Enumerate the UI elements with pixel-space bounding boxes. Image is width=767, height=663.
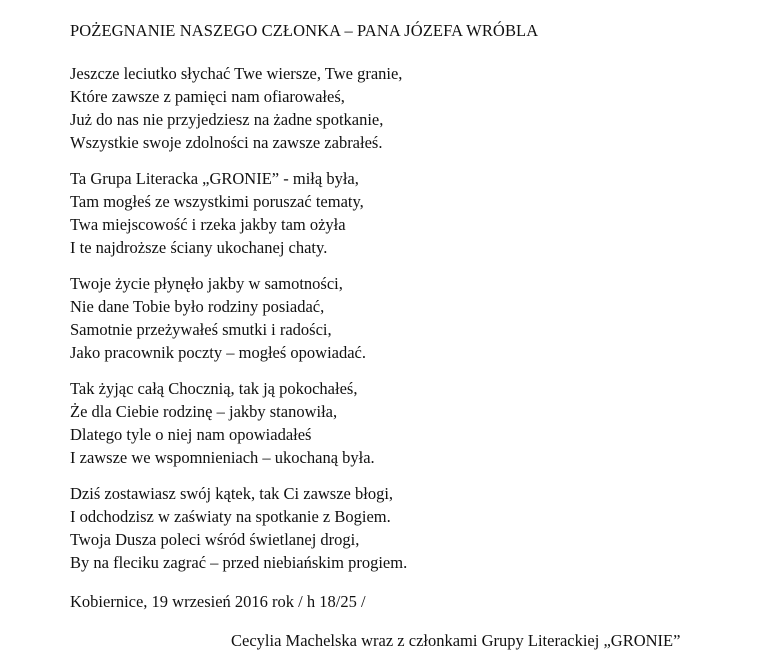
- author-signature: Cecylia Machelska wraz z członkami Grupy Literackiej „GRONIE”: [231, 631, 681, 650]
- verse-line: Już do nas nie przyjedziesz na żadne spotkanie,: [70, 110, 384, 129]
- verse-line: Dziś zostawiasz swój kątek, tak Ci zawsze błogi,: [70, 484, 394, 503]
- stanza-1: [70, 62, 402, 154]
- verse-line: Wszystkie swoje zdolności na zawsze zabrałeś.: [70, 133, 383, 152]
- verse-line: Które zawsze z pamięci nam ofiarowałeś,: [70, 87, 345, 106]
- verse-line: Twoje życie płynęło jakby w samotności,: [70, 274, 343, 293]
- verse-line: Tak żyjąc całą Chocznią, tak ją pokochałeś,: [70, 379, 358, 398]
- verse-line: Samotnie przeżywałeś smutki i radości,: [70, 320, 332, 339]
- verse-line: Jako pracownik poczty – mogłeś opowiadać.: [70, 343, 367, 362]
- verse-line: Że dla Ciebie rodzinę – jakby stanowiła,: [70, 402, 338, 421]
- verse-line: Tam mogłeś ze wszystkimi poruszać tematy,: [70, 192, 364, 211]
- verse-line: I odchodzisz w zaświaty na spotkanie z Bogiem.: [70, 507, 391, 526]
- stanza-3: [70, 272, 366, 364]
- verse-line: I zawsze we wspomnieniach – ukochaną była.: [70, 448, 375, 467]
- stanza-5: [70, 482, 407, 574]
- place-and-date: Kobiernice, 19 wrzesień 2016 rok / h 18/25 /: [70, 592, 366, 611]
- verse-line: Dlatego tyle o niej nam opowiadałeś: [70, 425, 312, 444]
- verse-line: Twoja Dusza poleci wśród świetlanej drogi,: [70, 530, 360, 549]
- stanza-2: [70, 167, 364, 259]
- verse-line: Jeszcze leciutko słychać Twe wiersze, Twe granie,: [70, 64, 403, 83]
- verse-line: Twa miejscowość i rzeka jakby tam ożyła: [70, 215, 346, 234]
- verse-line: I te najdroższe ściany ukochanej chaty.: [70, 238, 328, 257]
- verse-line: By na fleciku zagrać – przed niebiańskim progiem.: [70, 553, 408, 572]
- verse-line: Nie dane Tobie było rodziny posiadać,: [70, 297, 325, 316]
- poem-title: POŻEGNANIE NASZEGO CZŁONKA – PANA JÓZEFA WRÓBLA: [70, 21, 539, 40]
- verse-line: Ta Grupa Literacka „GRONIE” - miłą była,: [70, 169, 359, 188]
- stanza-4: [70, 377, 375, 469]
